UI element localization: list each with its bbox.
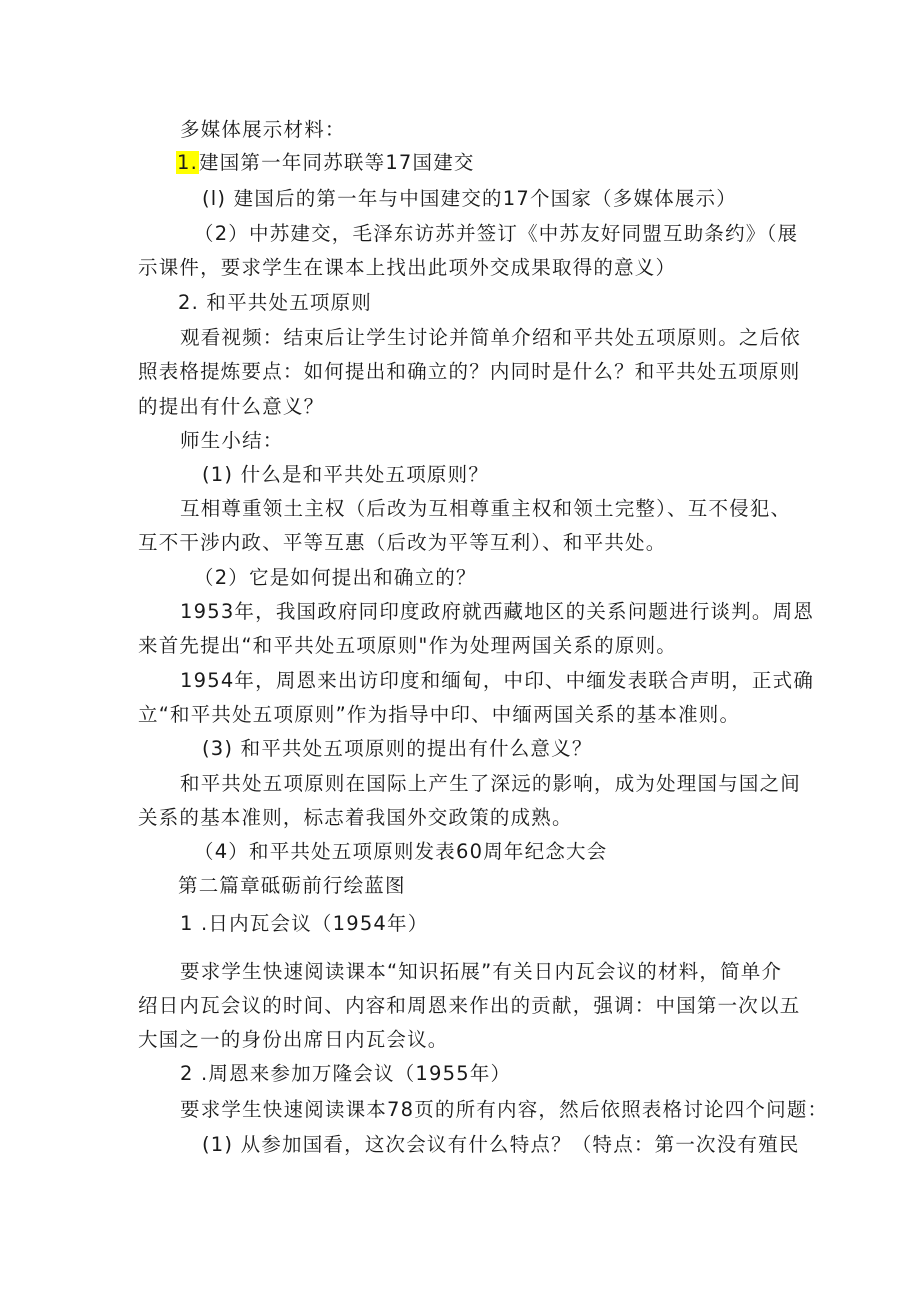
- text-line: 来首先提出“和平共处五项原则"作为处理两国关系的原则。: [138, 634, 677, 657]
- text-line: 照表格提炼要点：如何提出和确立的？内同时是什么？和平共处五项原则: [138, 360, 801, 383]
- text-line: 和平共处五项原则在国际上产生了深远的影响，成为处理国与国之间: [180, 772, 802, 795]
- text-line: 观看视频：结束后让学生讨论并简单介绍和平共处五项原则。之后依: [180, 326, 802, 349]
- text-line: （2）中苏建交，毛泽东访苏并签订《中苏友好同盟互助条约》（展: [194, 222, 799, 245]
- heading-text: 建国第一年同苏联等17国建交: [199, 151, 475, 174]
- heading-line: 1 .日内瓦会议（1954年）: [180, 912, 429, 935]
- text-line: 1954年，周恩来出访印度和缅甸，中印、中缅发表联合声明，正式确: [180, 669, 815, 692]
- highlighted-number: 1.: [177, 151, 199, 174]
- heading-line: 2 .周恩来参加万隆会议（1955年）: [180, 1062, 512, 1085]
- text-line: 立“和平共处五项原则”作为指导中印、中缅两国关系的基本准则。: [138, 703, 741, 726]
- text-line: (l) 建国后的第一年与中国建交的17个国家（多媒体展示）: [202, 187, 737, 210]
- text-line: (3) 和平共处五项原则的提出有什么意义？: [202, 737, 593, 760]
- text-line: 1953年，我国政府同印度政府就西藏地区的关系问题进行谈判。周恩: [180, 600, 815, 623]
- text-line: 关系的基本准则，标志着我国外交政策的成熟。: [138, 806, 573, 829]
- text-line: 大国之一的身份出席日内瓦会议。: [138, 1028, 449, 1051]
- text-line: （2）它是如何提出和确立的？: [194, 566, 477, 589]
- text-line: （4）和平共处五项原则发表60周年纪念大会: [194, 840, 608, 863]
- text-line: 示课件，要求学生在课本上找出此项外交成果取得的意义）: [138, 256, 677, 279]
- text-line: 互不干涉内政、平等互惠（后改为平等互利）、和平共处。: [138, 531, 667, 554]
- text-line: 要求学生快速阅读课本“知识拓展”有关日内瓦会议的材料，简单介: [180, 960, 783, 983]
- text-line: (1) 什么是和平共处五项原则？: [202, 463, 490, 486]
- text-line: 互相尊重领土主权（后改为互相尊重主权和领土完整）、互不侵犯、: [180, 497, 792, 520]
- text-line: 要求学生快速阅读课本78页的所有内容，然后依照表格讨论四个问题：: [180, 1098, 829, 1121]
- section-heading: 第二篇章砥砺前行绘蓝图: [178, 874, 406, 897]
- text-line: 绍日内瓦会议的时间、内容和周恩来作出的贡献，强调：中国第一次以五: [138, 994, 801, 1017]
- text-line: (1) 从参加国看，这次会议有什么特点？（特点：第一次没有殖民: [202, 1133, 800, 1156]
- heading-line: [176, 151, 475, 175]
- text-line: 师生小结：: [180, 429, 284, 452]
- text-line: 的提出有什么意义？: [138, 395, 325, 418]
- text-line: 多媒体展示材料：: [180, 118, 346, 141]
- heading-line: 2. 和平共处五项原则: [178, 291, 373, 314]
